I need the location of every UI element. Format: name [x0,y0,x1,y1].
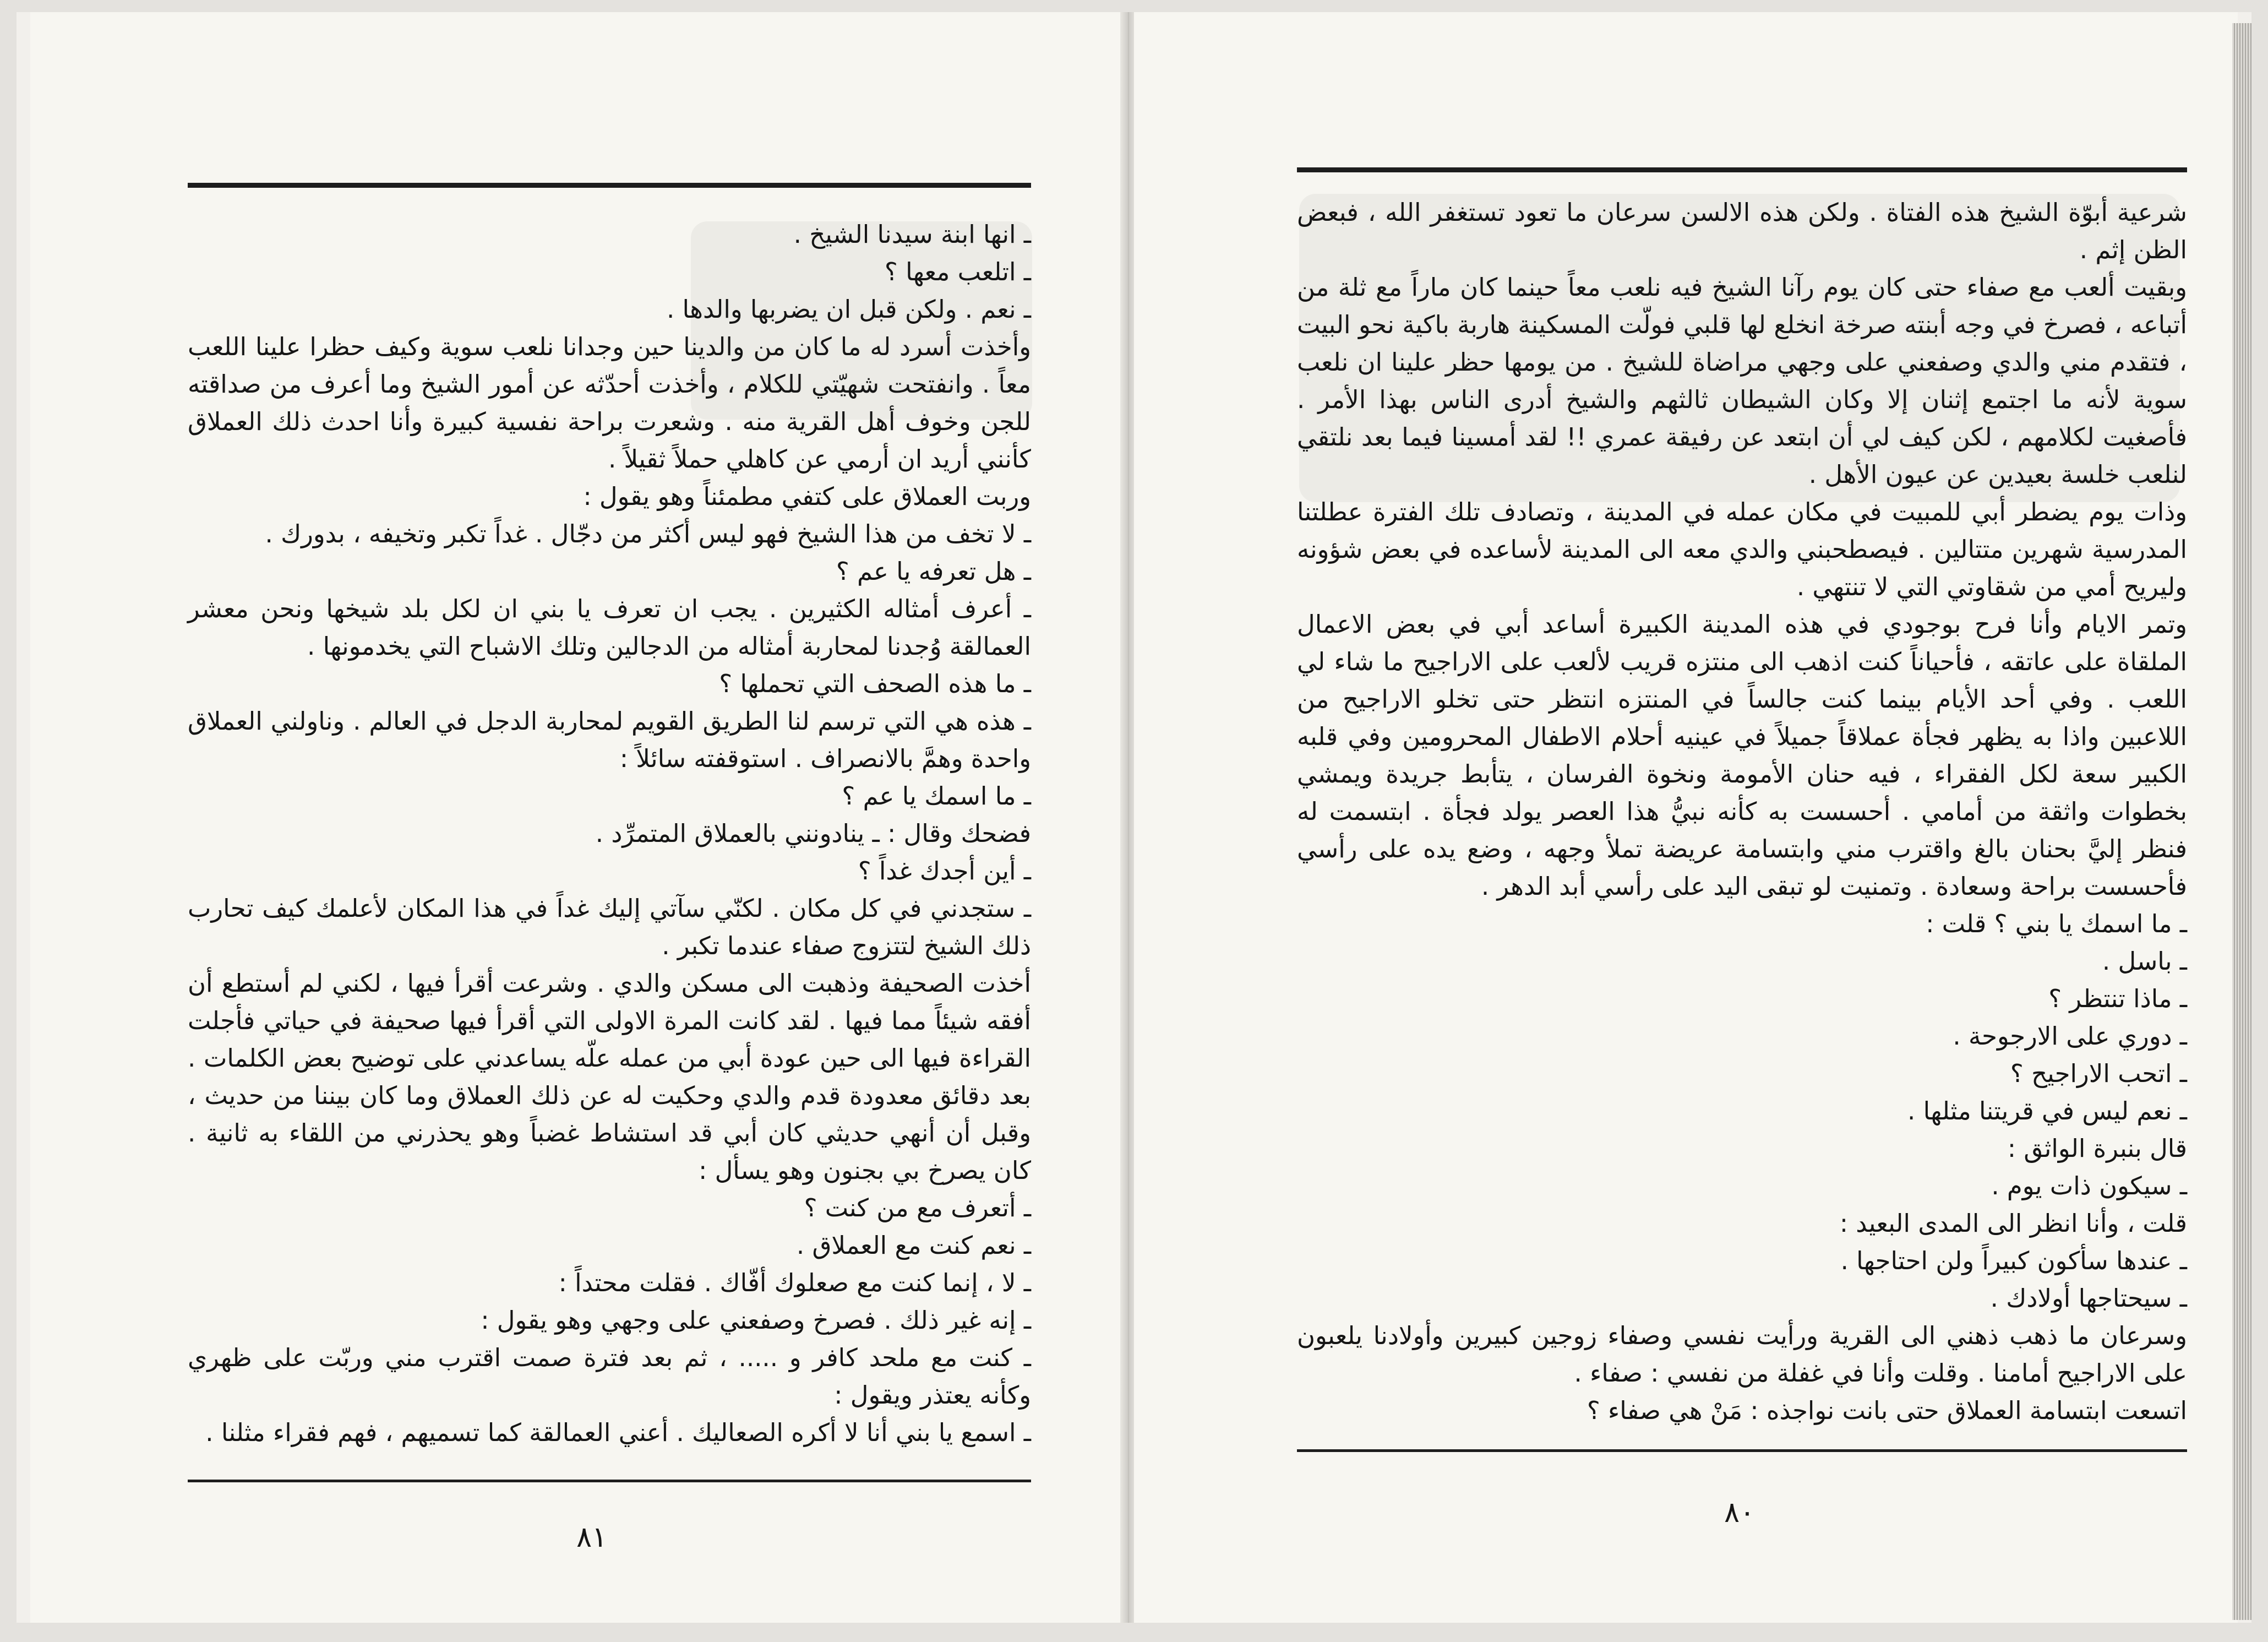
text-paragraph: وربت العملاق على كتفي مطمئناً وهو يقول : [583,482,1031,511]
text-paragraph: ـ أعرف أمثاله الكثيرين . يجب ان تعرف يا بني ان لكل بلد شيخها ونحن معشر العمالقة وُجدنا لمحاربة أمثاله من الدجالين وتلك الاشباح التي يخدمونها . [188,594,1031,661]
text-paragraph: وبقيت ألعب مع صفاء حتى كان يوم رآنا الشيخ فيه نلعب معاً حينما كان ماراً مع ثلة من أتباعه ، فصرخ في وجه أبنته صرخة انخلع لها قلبي فولّت المسكينة هاربة باكية نحو البيت ، فتقدم مني والدي وصفعني على وجهي مراضاة للشيخ . من يومها حظر علينا ان نلعب سوية لأنه ما اجتمع إثنان إلا وكان الشيطان ثالثهم والشيخ أدرى الناس بهذا الأمر . فأصغيت لكلامهم ، لكن كيف لي أن ابتعد عن رفيقة عمري !! لقد أمسينا فيما بعد نلتقي لنلعب خلسة بعيدين عن عيون الأهل . [1297,273,2187,489]
left-page [30,12,1123,1623]
text-paragraph: ـ ما هذه الصحف التي تحملها ؟ [719,669,1031,698]
text-paragraph: ـ اسمع يا بني أنا لا أكره الصعاليك . أعني العمالقة كما تسميهم ، فهم فقراء مثلنا . [205,1418,1031,1447]
text-paragraph: وسرعان ما ذهب ذهني الى القرية ورأيت نفسي وصفاء زوجين كبيرين وأولادنا يلعبون على الاراجيح أمامنا . وقلت وأنا في غفلة من نفسي : صفاء . [1297,1321,2187,1388]
text-paragraph: ـ نعم ليس في قريتنا مثلها . [1907,1096,2187,1126]
text-paragraph: ـ ماذا تنتظر ؟ [2048,984,2187,1013]
text-paragraph: ـ دوري على الارجوحة . [1953,1021,2187,1051]
header-rule [188,183,1031,188]
footer-rule [188,1480,1031,1482]
text-paragraph: ـ انها ابنة سيدنا الشيخ . [793,220,1031,249]
text-paragraph: أخذت الصحيفة وذهبت الى مسكن والدي . وشرعت أقرأ فيها ، لكني لم أستطع أن أفقه شيئاً مما فيها . لقد كانت المرة الاولى التي أقرأ فيها صحيفة في حياتي فأجلت القراءة فيها الى حين عودة أبي من عمله علّه يساعدني على توضيح بعض الكلمات . بعد دقائق معدودة قدم والدي وحكيت له عن ذلك العملاق وما كان بيننا من حديث ، وقبل أن أنهي حديثي كان أبي قد استشاط غضباً وهو يحذرني من اللقاء به ثانية . كان يصرخ بي بجنون وهو يسأل : [188,969,1031,1185]
page-edge-stack [2232,23,2251,1620]
text-paragraph: ـ سيكون ذات يوم . [1991,1171,2187,1200]
text-paragraph: قال بنبرة الواثق : [2007,1134,2187,1163]
text-paragraph: وأخذت أسرد له ما كان من والدينا حين وجدانا نلعب سوية وكيف حظرا علينا اللعب معاً . وانفتحت شهيّتي للكلام ، وأخذت أحدّثه عن أمور الشيخ وما أعرف من صداقته للجن وخوف أهل القرية منه . وشعرت براحة نفسية كبيرة وأنا احدث ذلك العملاق كأنني أريد ان أرمي عن كاهلي حملاً ثقيلاً . [188,332,1031,474]
text-paragraph: ـ لا ، إنما كنت مع صعلوك أفّاك . فقلت محتداً : [558,1268,1031,1297]
header-rule [1297,167,2187,172]
text-paragraph: ـ هذه هي التي ترسم لنا الطريق القويم لمحاربة الدجل في العالم . وناولني العملاق واحدة وهمَّ بالانصراف . استوقفته سائلاً : [188,706,1031,773]
text-paragraph: ـ إنه غير ذلك . فصرخ وصفعني على وجهي وهو يقول : [481,1306,1031,1335]
page-number: ٨٠ [1724,1496,1755,1529]
text-paragraph: ـ ما اسمك يا بني ؟ قلت : [1926,909,2187,938]
text-paragraph: وتمر الايام وأنا فرح بوجودي في هذه المدينة الكبيرة أساعد أبي في بعض الاعمال الملقاة على عاتقه ، فأحياناً كنت اذهب الى منتزه قريب لألعب على الاراجيح ما شاء لي اللعب . وفي أحد الأيام بينما كنت جالساً في المنتزه انتظر حتى تخلو الاراجيح من اللاعبين واذا به يظهر فجأة عملاقاً جميلاً في عينيه أحلام الاطفال المحرومين وفي قلبه الكبير سعة لكل الفقراء ، فيه حنان الأمومة ونخوة الفرسان ، يتأبط جريدة ويمشي بخطوات واثقة من أمامي . أحسست به كأنه نبيُّ هذا العصر يولد فجأة . ابتسمت له فنظر إليَّ بحنان بالغ واقترب مني وابتسامة عريضة تملأ وجهه ، وضع يده على رأسي فأحسست براحة وسعادة . وتمنيت لو تبقى اليد على رأسي أبد الدهر . [1297,610,2187,901]
text-paragraph: ـ عندها سأكون كبيراً ولن احتاجها . [1840,1246,2187,1275]
text-paragraph: ـ لا تخف من هذا الشيخ فهو ليس أكثر من دجّال . غداً تكبر وتخيفه ، بدورك . [265,519,1031,548]
text-paragraph: ـ نعم . ولكن قبل ان يضربها والدها . [666,295,1031,324]
book-spread [17,12,2251,1623]
text-paragraph: وذات يوم يضطر أبي للمبيت في مكان عمله في المدينة ، وتصادف تلك الفترة عطلتنا المدرسية شهرين متتالين . فيصطحبني والدي معه الى المدينة لأساعده في بعض شؤونه وليريح أمي من شقاوتي التي لا تنتهي . [1297,497,2187,601]
text-paragraph: ـ هل تعرفه يا عم ؟ [836,557,1031,586]
text-paragraph: ـ ستجدني في كل مكان . لكنّي سآتي إليك غداً في هذا المكان لأعلمك كيف تحارب ذلك الشيخ لتتزوج صفاء عندما تكبر . [188,894,1031,960]
text-paragraph: فضحك وقال : ـ ينادونني بالعملاق المتمرِّد . [595,819,1031,848]
text-paragraph: ـ ما اسمك يا عم ؟ [842,781,1031,811]
text-paragraph: ـ أين أجدك غداً ؟ [858,856,1031,885]
text-paragraph: ـ باسل . [2102,947,2187,976]
text-paragraph: ـ أتعرف مع من كنت ؟ [804,1193,1031,1222]
left-page-body [188,216,1031,1451]
footer-rule [1297,1449,2187,1452]
page-number: ٨١ [576,1521,607,1554]
text-paragraph: شرعية أبوّة الشيخ هذه الفتاة . ولكن هذه الالسن سرعان ما تعود تستغفر الله ، فبعض الظن إثم . [1297,198,2187,264]
text-paragraph: قلت ، وأنا انظر الى المدى البعيد : [1839,1209,2187,1238]
text-paragraph: اتسعت ابتسامة العملاق حتى بانت نواجذه : مَنْ هي صفاء ؟ [1586,1396,2187,1425]
right-page-body [1297,194,2187,1429]
text-paragraph: ـ سيحتاجها أولادك . [1990,1284,2187,1313]
text-paragraph: ـ اتلعب معها ؟ [884,257,1031,286]
right-page [1134,12,2238,1623]
text-paragraph: ـ اتحب الاراجيح ؟ [2010,1059,2187,1088]
text-paragraph: ـ نعم كنت مع العملاق . [796,1231,1031,1260]
text-paragraph: ـ كنت مع ملحد كافر و ..... ، ثم بعد فترة صمت اقترب مني وربّت على ظهري وكأنه يعتذر ويقول : [188,1343,1031,1410]
